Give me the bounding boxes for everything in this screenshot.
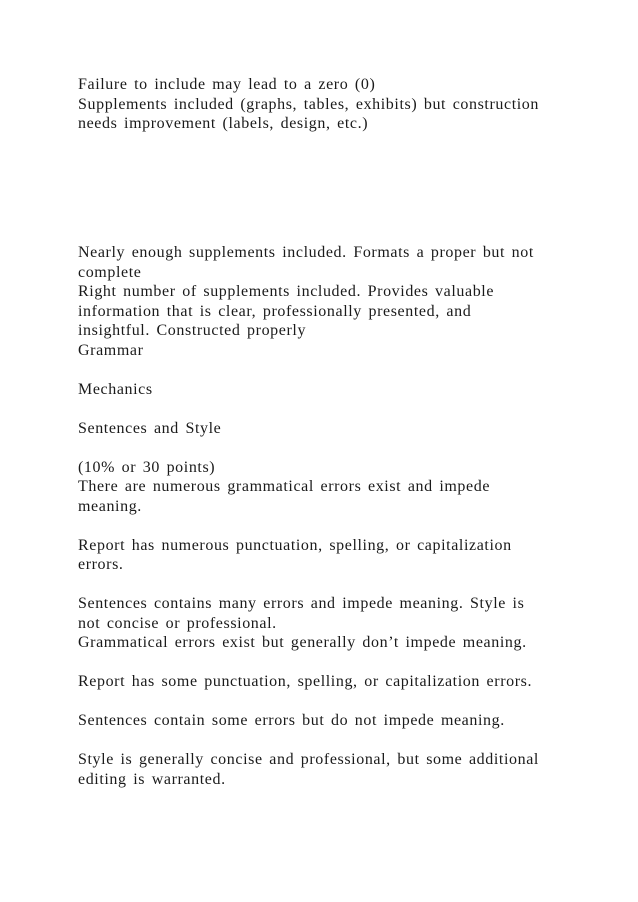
text-line: needs improvement (labels, design, etc.) (78, 115, 369, 132)
text-line: Sentences contains many errors and impede meaning. Style is (78, 595, 525, 612)
text-line: insightful. Constructed properly (78, 322, 307, 339)
text-line: errors. (78, 556, 124, 573)
blank-line (78, 575, 598, 595)
text-line: Style is generally concise and professional, but some additional (78, 751, 539, 768)
blank-line (78, 399, 598, 419)
text-line: Grammatical errors exist but generally don’t impede meaning. (78, 634, 527, 651)
blank-line (78, 653, 598, 673)
text-line: Mechanics (78, 380, 153, 398)
blank-line (78, 692, 598, 712)
text-line: Report has some punctuation, spelling, or capitalization errors. (78, 673, 533, 690)
text-line: Sentences and Style (78, 419, 222, 437)
blank-line (78, 360, 598, 380)
text-line: Right number of supplements included. Provides valuable (78, 283, 495, 300)
text-line: editing is warranted. (78, 770, 226, 788)
text-line: Supplements included (graphs, tables, exhibits) but construction (78, 95, 539, 113)
text-line: Grammar (78, 341, 144, 359)
blank-line (78, 438, 598, 458)
text-line: Failure to include may lead to a zero (0) (78, 76, 376, 93)
text-line: (10% or 30 points) (78, 458, 216, 476)
blank-line (78, 731, 598, 751)
text-line: information that is clear, professionally presented, and (78, 302, 472, 320)
text-line: There are numerous grammatical errors exist and impede (78, 478, 491, 495)
text-line: Sentences contain some errors but do not impede meaning. (78, 712, 505, 729)
text-line: not concise or professional. (78, 614, 277, 632)
text-block-lower (78, 243, 598, 789)
text-line: meaning. (78, 497, 142, 515)
text-line: complete (78, 263, 142, 281)
text-block-upper (78, 75, 598, 134)
blank-line (78, 516, 598, 536)
text-line: Report has numerous punctuation, spelling, or capitalization (78, 536, 512, 554)
text-line: Nearly enough supplements included. Formats a proper but not (78, 244, 534, 261)
